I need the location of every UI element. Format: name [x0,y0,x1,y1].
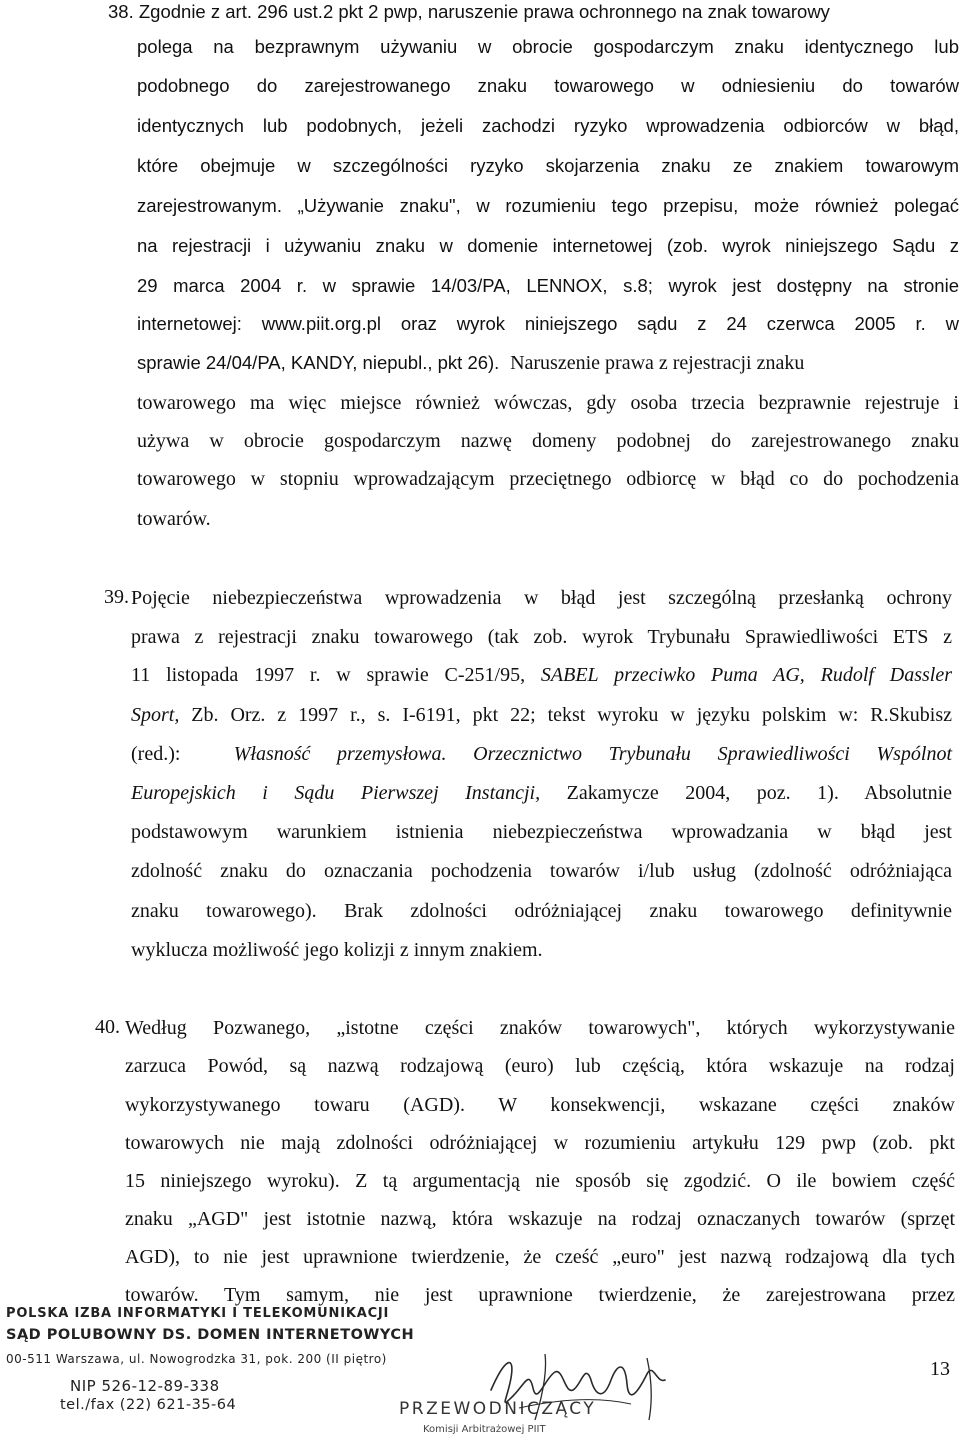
text-line: wyklucza możliwość jego kolizji z innym znakiem. [131,939,543,961]
text-line: zdolność znaku do oznaczania pochodzenia towarów i/lub usług (zdolność odróżniająca [131,860,952,882]
text-line: 15 niniejszego wyroku). Z tą argumentacją nie sposób się zgodzić. O ile bowiem część [125,1170,955,1192]
paragraph-number: 40. [95,1016,120,1038]
stamp-line: POLSKA IZBA INFORMATYKI I TELEKOMUNIKACJI [6,1306,390,1321]
text-line: znaku towarowego). Brak zdolności odróżniającej znaku towarowego definitywnie [131,900,952,922]
text-line: towarów. Tym samym, nie jest uprawnione twierdzenie, że zarejestrowana przez [125,1284,955,1306]
text-line-mixed [137,351,959,376]
text-segment: sprawie 24/04/PA, KANDY, niepubl., pkt 26). [137,352,500,373]
text-line: Według Pozwanego, „istotne części znaków towarowych", których wykorzystywanie [125,1017,955,1039]
text-line: towarów. [137,508,211,530]
text-line: identycznych lub podobnych, jeżeli zachodzi ryzyko wprowadzenia odbiorców w błąd, [137,115,959,136]
text-line: internetowej: www.piit.org.pl oraz wyrok niniejszego sądu z 24 czerwca 2005 r. w [137,313,959,334]
organization-stamp [0,1300,415,1432]
text-line: prawa z rejestracji znaku towarowego (tak zob. wyrok Trybunału Sprawiedliwości ETS z [131,626,952,648]
text-line: (red.): Własność przemysłowa. Orzecznictwo Trybunału Sprawiedliwości Wspólnot [131,743,953,765]
page-number: 13 [930,1358,950,1380]
text-line: Sport, Zb. Orz. z 1997 r., s. I-6191, pkt 22; tekst wyroku w języku polskim w: R.Skubisz [131,704,952,726]
text-line: zarejestrowanym. „Używanie znaku", w rozumieniu tego przepisu, może również polegać [137,195,959,216]
stamp-title: PRZEWODNICZĄCY [399,1399,597,1419]
paragraph-number: 38. Zgodnie z art. 296 ust.2 pkt 2 pwp, naruszenie prawa ochronnego na znak towarowy [108,1,830,22]
text-line: Europejskich i Sądu Pierwszej Instancji, Zakamycze 2004, poz. 1). Absolutnie [131,782,952,804]
text-line: podstawowym warunkiem istnienia niebezpieczeństwa wprowadzania w błąd jest [131,821,952,843]
text-line: używa w obrocie gospodarczym nazwę domeny podobnej do zarejestrowanego znaku [137,430,959,452]
text-line: wykorzystywanego towaru (AGD). W konsekwencji, wskazane części znaków [125,1094,955,1116]
text-line: zarzuca Powód, są nazwą rodzajową (euro) lub częścią, która wskazuje na rodzaj [125,1055,955,1077]
text-line: polega na bezprawnym używaniu w obrocie gospodarczym znaku identycznego lub [137,36,959,57]
text-line: AGD), to nie jest uprawnione twierdzenie, że cześć „euro" jest nazwą rodzajową dla tych [125,1246,955,1268]
stamp-line: 00-511 Warszawa, ul. Nowogrodzka 31, pok. 200 (II piętro) [6,1352,387,1366]
text-line: 29 marca 2004 r. w sprawie 14/03/PA, LENNOX, s.8; wyrok jest dostępny na stronie [137,275,959,296]
text-line: towarowego w stopniu wprowadzającym przeciętnego odbiorcę w błąd co do pochodzenia [137,468,959,490]
text-line: Pojęcie niebezpieczeństwa wprowadzenia w błąd jest szczególną przesłanką ochrony [131,587,952,609]
text-segment: Naruszenie prawa z rejestracji znaku [510,352,805,374]
stamp-line: SĄD POLUBOWNY DS. DOMEN INTERNETOWYCH [6,1327,415,1343]
stamp-subtitle: Komisji Arbitrażowej PIIT [423,1424,546,1435]
paragraph-number: 39. [104,586,129,608]
signature-block [395,1350,695,1436]
text-line: podobnego do zarejestrowanego znaku towarowego w odniesieniu do towarów [137,75,959,96]
text-line: towarowego ma więc miejsce również wówczas, gdy osoba trzecia bezprawnie rejestruje i [137,392,959,414]
text-line: 11 listopada 1997 r. w sprawie C-251/95, SABEL przeciwko Puma AG, Rudolf Dassler [131,664,952,686]
text-line: towarowych nie mają zdolności odróżniającej w rozumieniu artykułu 129 pwp (zob. pkt [125,1132,955,1154]
handwritten-signature [395,1350,695,1436]
text-line: na rejestracji i używaniu znaku w domenie internetowej (zob. wyrok niniejszego Sądu z [137,235,959,256]
stamp-line: tel./fax (22) 621-35-64 [60,1397,237,1413]
text-line: które obejmuje w szczególności ryzyko skojarzenia znaku ze znakiem towarowym [137,155,959,176]
stamp-line: NIP 526-12-89-338 [70,1377,220,1395]
text-line: znaku „AGD" jest istotnie nazwą, która wskazuje na rodzaj oznaczanych towarów (sprzęt [125,1208,955,1230]
